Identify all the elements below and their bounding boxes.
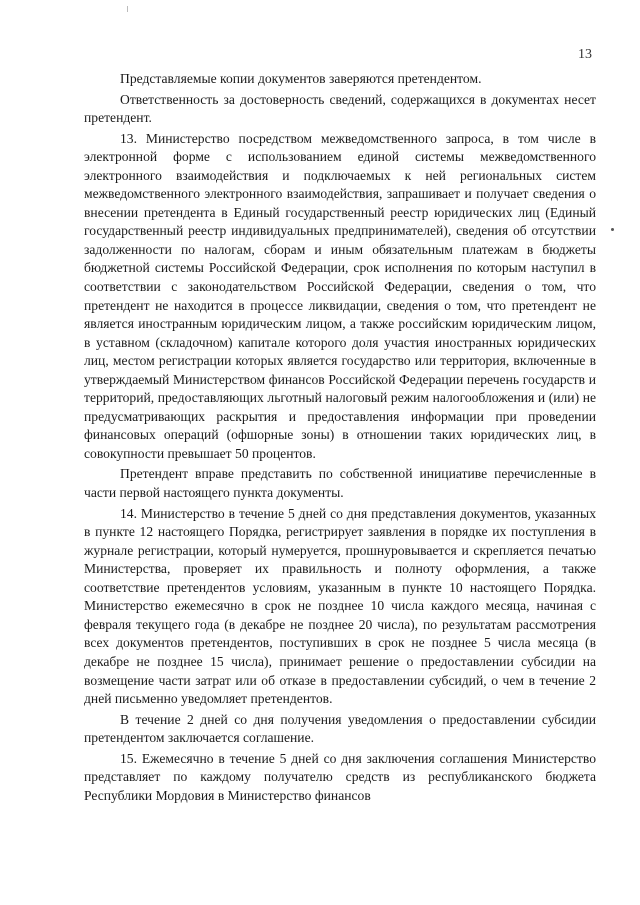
paragraph-14-registration: 14. Министерство в течение 5 дней со дня представления документов, указанных в пункте 12 настоящего Порядка, регистрирует заявления в порядке их поступления в журнале регистрации, который нумеруется, прошнуровывается и скрепляется печатью Министерства, проверяет их правильность и полноту оформления, а также соответствие претендентов условиям, указанным в пункте 10 настоящего Порядка. Министерство ежемесячно в срок не позднее 10 числа каждого месяца, начиная с февраля текущего года (в декабре не позднее 20 числа), по результатам рассмотрения всех документов претендентов, поступивших в срок не позднее 5 числа месяца (в декабре не позднее 15 числа), принимает решение о предоставлении субсидии на возмещение части затрат или об отказе в предоставлении субсидий, о чем в течение 2 дней письменно уведомляет претендентов.: [84, 505, 596, 707]
document-body: [84, 70, 596, 805]
page-number: 13: [578, 47, 592, 62]
scan-mark: [127, 6, 128, 12]
paragraph-15-monthly-report: 15. Ежемесячно в течение 5 дней со дня заключения соглашения Министерство представляет по каждому получателю средств из республиканского бюджета Республики Мордовия в Министерство финансов: [84, 750, 596, 803]
paragraph-13-interagency-request: 13. Министерство посредством межведомственного запроса, в том числе в электронной форме с использованием единой системы межведомственного электронного взаимодействия и подключаемых к ней региональных систем межведомственного электронного взаимодействия, запрашивает и получает сведения о внесении претендента в Единый государственный реестр юридических лиц (Единый государственный реестр индивидуальных предпринимателей), сведения об отсутствии задолженности по налогам, сборам и иным обязательным платежам в бюджеты бюджетной системы Российской Федерации, срок исполнения по которым наступил в соответствии с законодательством Российской Федерации, сведения о том, что претендент не находится в процессе ликвидации, сведения о том, что претендент не является иностранным юридическим лицом, а также российским юридическим лицом, в уставном (складочном) капитале которого доля участия иностранных юридических лиц, местом регистрации которых является государство или территория, включенные в утверждаемый Министерством финансов Российской Федерации перечень государств и территорий, предоставляющих льготный налоговый режим налогообложения и (или) не предусматривающих раскрытия и предоставления информации при проведении финансовых операций (офшорные зоны) в отношении таких юридических лиц, в совокупности превышает 50 процентов.: [84, 130, 596, 461]
paragraph-agreement: В течение 2 дней со дня получения уведомления о предоставлении субсидии претендентом заключается соглашение.: [84, 711, 596, 746]
paragraph-copies-certified: Представляемые копии документов заверяются претендентом.: [120, 71, 482, 86]
paragraph-responsibility: Ответственность за достоверность сведений, содержащихся в документах несет претендент.: [84, 91, 596, 126]
paragraph-applicant-initiative: Претендент вправе представить по собственной инициативе перечисленные в части первой настоящего пункта документы.: [84, 466, 596, 501]
scan-dot: [611, 228, 614, 231]
